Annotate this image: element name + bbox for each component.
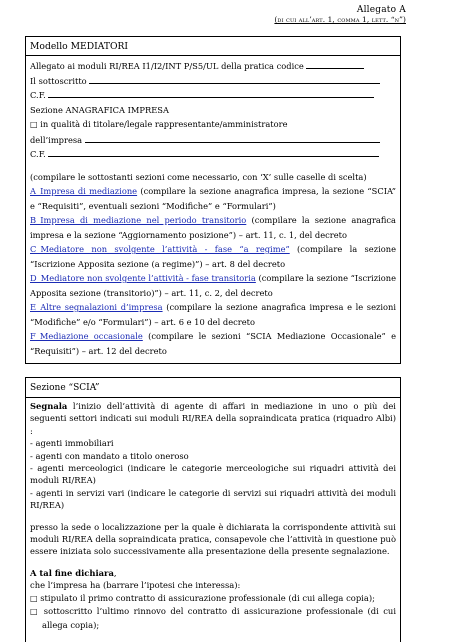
option-text: (compilare la sezione anagrafica impresa e la sezione “Aggiornamento posizione”) – art. 11, c. 1, del decreto [30, 215, 396, 240]
option-label: C_Mediatore non svolgente l’attività - fase “a regime” [30, 244, 290, 254]
option-text: (compilare la sezione “Iscrizione Apposita sezione (a regime)”) – art. 8 del decreto [30, 244, 396, 269]
sottoscritto-line [30, 74, 396, 89]
choice-text: sottoscritto l’ultimo rinnovo del contratto di assicurazione professionale (di cui allega copia); [42, 606, 396, 630]
option-text: (compilare le sezioni “SCIA Mediazione Occasionale” e “Requisiti”) – art. 12 del decreto [30, 331, 396, 356]
sector-item: - agenti merceologici (indicare le categorie merceologiche sui riquadri attività dei moduli RI/REA) [30, 463, 396, 486]
segnala-text: l’inizio dell’attività di agente di affari in mediazione in uno o più dei seguenti settori indicati sui moduli RI/REA della sopraindicata pratica (riquadro Albi) : [30, 401, 396, 436]
instructions-text: (compilare le sottostanti sezioni come necessario, con ‘X’ sulle caselle di scelta) [30, 171, 367, 182]
cf-label-1: C.F. [30, 90, 46, 100]
sector-item: - agenti immobiliari [30, 438, 114, 449]
option-label: A_Impresa di mediazione [30, 186, 138, 196]
checkbox-icon[interactable]: □ [30, 593, 38, 603]
checkbox-icon[interactable]: □ [30, 607, 40, 617]
segnala-bold: Segnala [30, 401, 68, 411]
cf-line-2 [30, 147, 396, 162]
option-a[interactable] [30, 184, 396, 213]
qualita-text: in qualità di titolare/legale rappresentante/amministratore [40, 119, 288, 129]
checkbox-icon[interactable]: □ [30, 120, 38, 129]
dichiara-heading: A tal fine dichiara, [30, 567, 117, 578]
document-header [274, 5, 406, 24]
sector-item: - agenti in servizi vari (indicare le categorie di servizi sui riquadri attività dei moduli RI/REA) [30, 487, 396, 511]
cf-field-1[interactable] [48, 90, 374, 98]
anagrafica-title: Sezione ANAGRAFICA IMPRESA [30, 104, 169, 115]
option-text: (compilare la sezione anagrafica impresa e le sezioni “Modifiche” e/o “Formulari”) – art. 6 e 10 del decreto [30, 302, 396, 327]
cf-line-1 [30, 88, 396, 103]
sottoscritto-label: Il sottoscritto [30, 75, 87, 86]
choice-text: stipulato il primo contratto di assicurazione professionale (di cui allega copia); [40, 592, 375, 603]
section-body [26, 56, 400, 358]
option-text: (compilare la sezione “Iscrizione Apposita sezione (transitorio)”) – art. 11, c. 2, del decreto [30, 273, 396, 298]
choice-primo-contratto[interactable] [30, 592, 396, 605]
sottoscritto-field[interactable] [89, 76, 380, 84]
impresa-label: dell’impresa [30, 134, 83, 145]
option-f[interactable] [30, 329, 396, 358]
pratica-code-field[interactable] [306, 61, 364, 69]
impresa-line [30, 133, 396, 148]
option-label: F_Mediazione occasionale [30, 331, 143, 341]
allegato-subtitle: (di cui all’art. 1, comma 1, lett. “n”) [274, 15, 406, 24]
option-e[interactable] [30, 300, 396, 329]
allegato-label: Allegato ai moduli RI/REA I1/I2/INT P/S5/UL della pratica codice [30, 61, 304, 71]
mediatori-form-box [25, 36, 401, 364]
presso-paragraph: presso la sede o localizzazione per la quale è dichiarata la corrispondente attività sui moduli RI/REA della sopraindicata pratica, consapevole che l’attività in questione può essere iniziata solo successivamente alla presentazione della presente segnalazione. [30, 521, 396, 557]
allegato-title: Allegato A [356, 5, 406, 15]
dichiara-line: che l’impresa ha (barrare l’ipotesi che interessa): [30, 580, 241, 591]
sector-item: - agenti con mandato a titolo oneroso [30, 450, 189, 461]
segnala-paragraph [30, 400, 396, 437]
cf-field-2[interactable] [48, 149, 379, 157]
choice-ultimo-rinnovo[interactable] [30, 605, 396, 631]
qualita-line [30, 117, 396, 133]
option-label: E_Altre segnalazioni d’impresa [30, 302, 163, 312]
scia-title: Sezione “SCIA” [26, 378, 400, 398]
dichiara-bold: A tal fine dichiara [30, 567, 114, 578]
section-title: Modello MEDIATORI [26, 37, 400, 56]
option-text: (compilare la sezione anagrafica impresa, la sezione “SCIA” e “Requisiti”, eventuali sezioni “Modifiche” e “Formulari”) [30, 186, 396, 211]
cf-label-2: C.F. [30, 149, 46, 159]
option-d[interactable] [30, 271, 396, 300]
option-b[interactable] [30, 213, 396, 242]
option-label: B_Impresa di mediazione nel periodo transitorio [30, 215, 247, 225]
option-c[interactable] [30, 242, 396, 271]
allegato-line [30, 59, 396, 74]
scia-body [26, 398, 400, 631]
impresa-field[interactable] [85, 135, 380, 143]
scia-section-box [25, 377, 401, 642]
option-label: D_Mediatore non svolgente l’attività - fase transitoria [30, 273, 256, 283]
